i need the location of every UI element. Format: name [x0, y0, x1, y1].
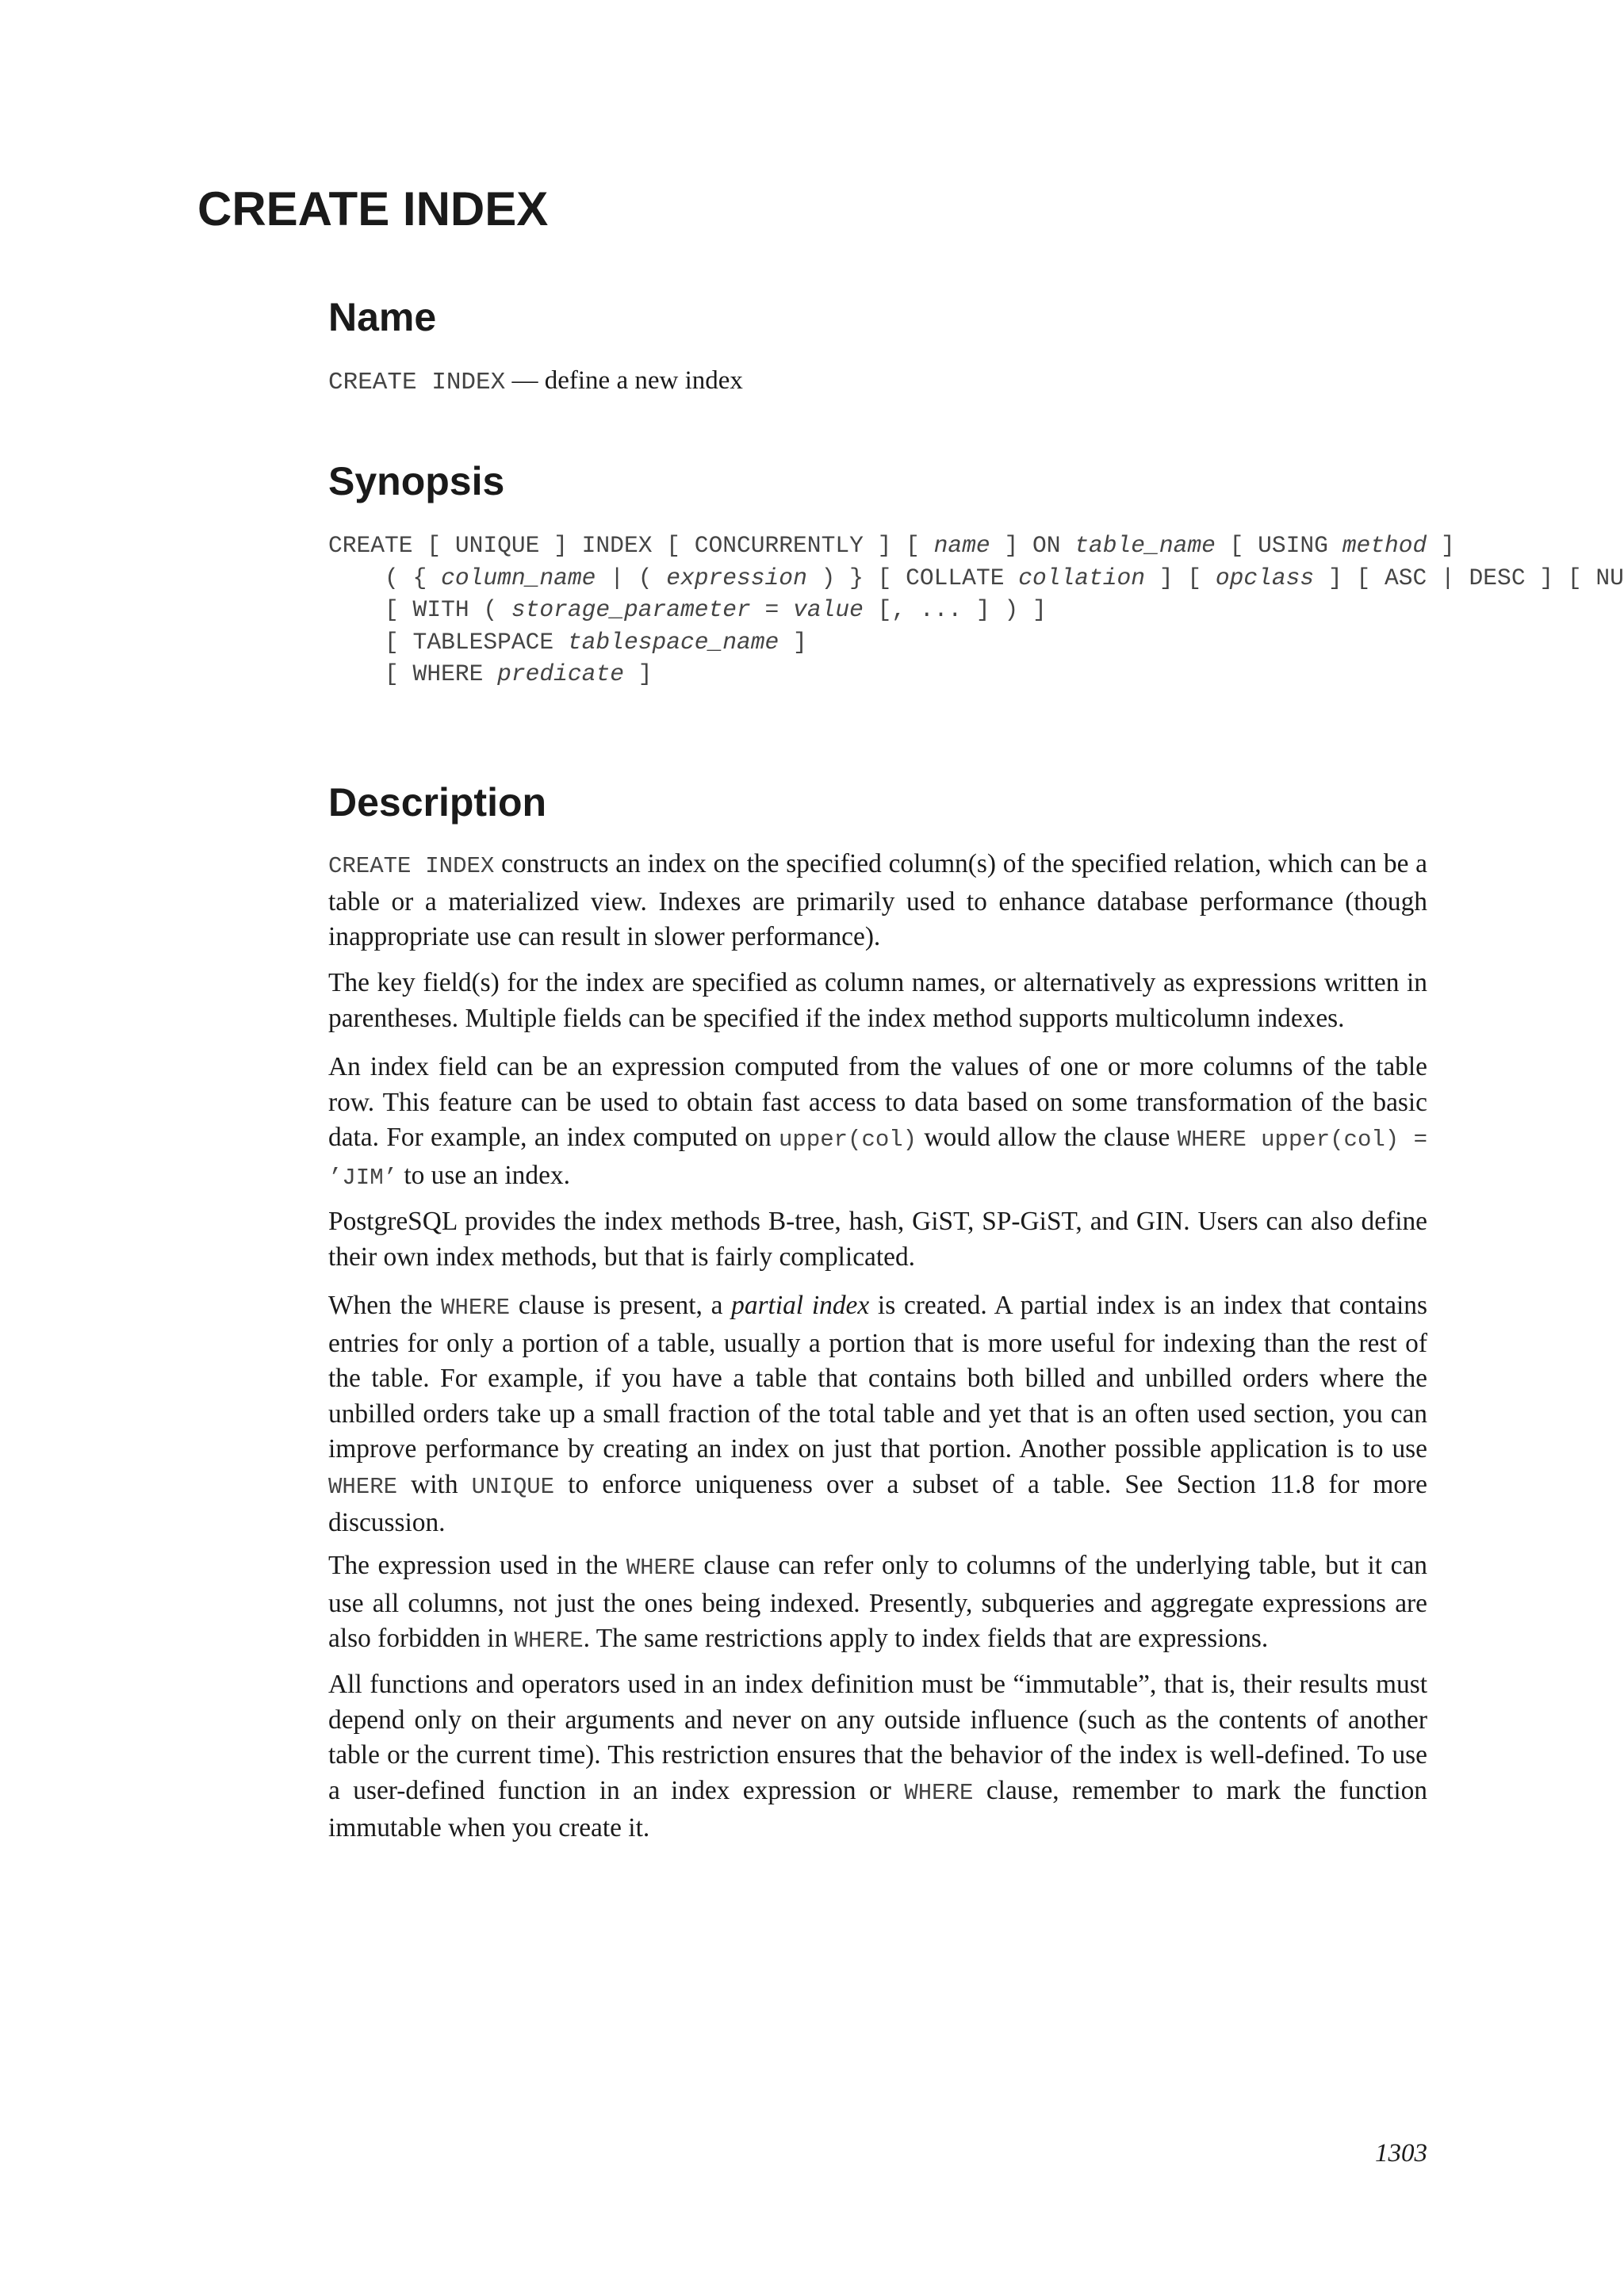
paragraph-text: to enforce uniqueness over a subset of a table. See Section 11.8 for more discussion.	[328, 1469, 1427, 1537]
paragraph-text: would allow the clause	[917, 1123, 1178, 1153]
paragraph-text: The key field(s) for the index are specified as column names, or alternatively as expressions written in parentheses. Multiple fields can be specified if the index method supports multicolumn indexes.	[328, 968, 1427, 1033]
inline-code: UNIQUE	[471, 1473, 555, 1500]
paragraph-text: clause is present, a	[510, 1291, 732, 1320]
description-paragraph	[328, 1288, 1427, 1540]
description-paragraph	[328, 1204, 1427, 1275]
synopsis-code-block	[328, 530, 1624, 691]
emphasized-term: partial index	[731, 1291, 870, 1320]
command-summary: — define a new index	[511, 366, 743, 395]
synopsis-placeholder: predicate	[497, 660, 624, 687]
paragraph-text: The expression used in the	[328, 1551, 626, 1580]
synopsis-line	[328, 562, 1624, 595]
synopsis-keyword-text: ]	[1427, 532, 1455, 559]
inline-code: WHERE	[626, 1555, 695, 1581]
synopsis-placeholder: method	[1342, 532, 1427, 559]
paragraph-text: clause can refer only to columns of the underlying table, but it can use all columns, not just the ones being indexed. Presently, subqueries and aggregate expressions are also forbidden in	[328, 1551, 1427, 1654]
synopsis-keyword-text: [ WHERE	[328, 660, 498, 687]
synopsis-keyword-text: [, ... ] ) ]	[863, 596, 1047, 623]
paragraph-text: to use an index.	[397, 1160, 570, 1190]
synopsis-placeholder: column_name	[441, 564, 596, 591]
page-title: CREATE INDEX	[197, 182, 549, 235]
synopsis-keyword-text: ]	[779, 628, 807, 656]
inline-code: WHERE	[441, 1295, 511, 1321]
synopsis-keyword-text: [ USING	[1215, 532, 1342, 559]
description-paragraph	[328, 1667, 1427, 1846]
paragraph-text: All functions and operators used in an index definition must be “immutable”, that is, their results must depend only on their arguments and never on any outside influence (such as the contents of another table or the current time). This restriction ensures that the behavior of the index is well-defined. To use a user-defined function in an index expression or	[328, 1670, 1427, 1805]
synopsis-placeholder: tablespace_name	[567, 628, 779, 656]
description-paragraph	[328, 966, 1427, 1036]
synopsis-keyword-text: [ TABLESPACE	[328, 628, 568, 656]
inline-code: WHERE	[328, 1473, 398, 1500]
synopsis-placeholder: opclass	[1215, 564, 1315, 591]
inline-code: WHERE upper(col) = ’JIM’	[328, 1127, 1427, 1191]
synopsis-keyword-text: ] [ ASC | DESC ] [ NU	[1314, 564, 1624, 591]
description-paragraph	[328, 847, 1427, 955]
synopsis-line	[328, 530, 1624, 562]
paragraph-text: constructs an index on the specified column(s) of the specified relation, which can be a table or a materialized view. Indexes are primarily used to enhance database performance (though inappropriate use can result in slower performance).	[328, 849, 1427, 952]
inline-code: upper(col)	[779, 1127, 917, 1154]
page-number: 1303	[1375, 2139, 1427, 2168]
synopsis-keyword-text: =	[750, 596, 794, 623]
synopsis-keyword-text: CREATE [ UNIQUE ] INDEX [ CONCURRENTLY ] [	[328, 532, 934, 559]
synopsis-placeholder: name	[933, 532, 990, 559]
paragraph-text: PostgreSQL provides the index methods B-tree, hash, GiST, SP-GiST, and GIN. Users can also define their own index methods, but that is fairly complicated.	[328, 1207, 1427, 1272]
description-heading: Description	[328, 780, 547, 825]
synopsis-keyword-text: ( {	[328, 564, 442, 591]
synopsis-keyword-text: | (	[596, 564, 667, 591]
paragraph-text: clause, remember to mark the function immutable when you create it.	[328, 1775, 1427, 1843]
synopsis-line	[328, 658, 1624, 691]
synopsis-line	[328, 626, 1624, 659]
synopsis-placeholder: expression	[666, 564, 807, 591]
synopsis-keyword-text: ] [	[1145, 564, 1216, 591]
name-line	[328, 363, 743, 400]
synopsis-placeholder: storage_parameter	[511, 596, 751, 623]
paragraph-text: is created. A partial index is an index that contains entries for only a portion of a table, usually a portion that is more useful for indexing than the rest of the table. For example, if you have a table that contains both billed and unbilled orders where the unbilled orders take up a small fraction of the total table and yet that is an often used section, you can improve performance by creating an index on just that portion. Another possible application is to use	[328, 1291, 1427, 1464]
paragraph-text: When the	[328, 1291, 442, 1320]
synopsis-keyword-text: ) } [ COLLATE	[806, 564, 1019, 591]
synopsis-heading: Synopsis	[328, 459, 505, 503]
description-paragraph	[328, 1050, 1427, 1196]
paragraph-text: with	[397, 1469, 472, 1499]
synopsis-placeholder: table_name	[1074, 532, 1216, 559]
inline-code: WHERE	[514, 1628, 584, 1655]
synopsis-placeholder: collation	[1018, 564, 1146, 591]
name-heading: Name	[328, 295, 437, 339]
synopsis-keyword-text: ] ON	[990, 532, 1075, 559]
paragraph-text: An index field can be an expression computed from the values of one or more columns of the table row. This feature can be used to obtain fast access to data based on some transformation of the basic data. For example, an index computed on	[328, 1052, 1427, 1153]
synopsis-keyword-text: [ WITH (	[328, 596, 511, 623]
inline-code: CREATE INDEX	[328, 853, 495, 879]
synopsis-placeholder: value	[793, 596, 864, 623]
inline-code: WHERE	[904, 1779, 974, 1806]
synopsis-keyword-text: ]	[623, 660, 653, 687]
command-name: CREATE INDEX	[328, 369, 506, 396]
synopsis-line	[328, 594, 1624, 626]
description-paragraph	[328, 1548, 1427, 1659]
paragraph-text: . The same restrictions apply to index fields that are expressions.	[583, 1624, 1269, 1654]
